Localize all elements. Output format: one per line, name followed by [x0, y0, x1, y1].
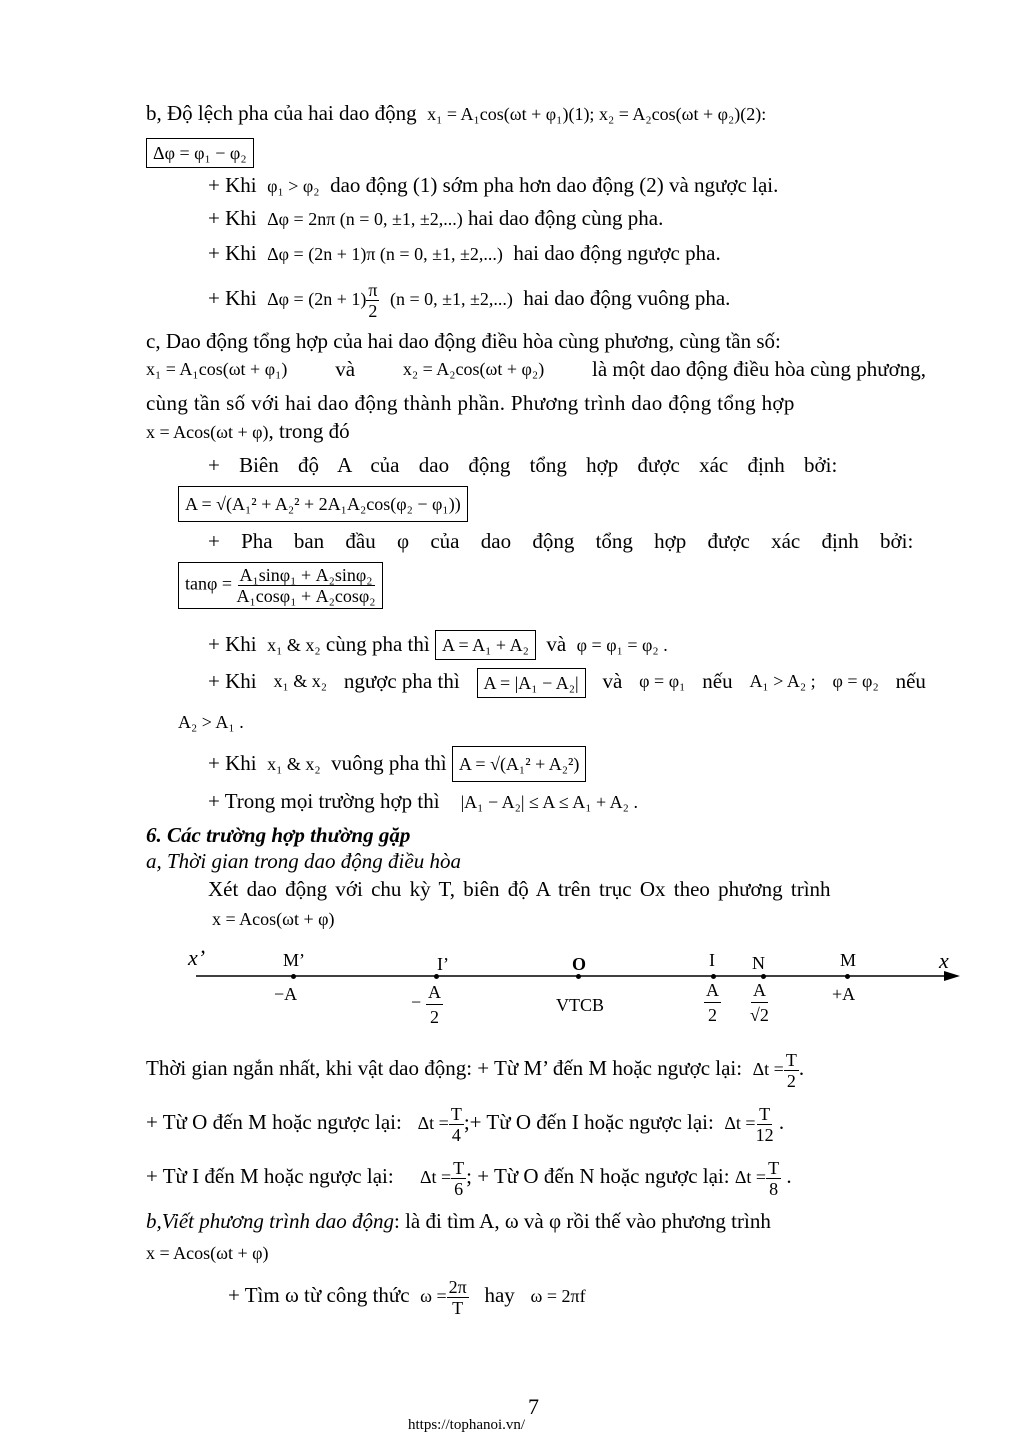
point-dot-o	[576, 974, 581, 979]
fraction-denominator: √2	[750, 1005, 769, 1025]
item-text: hai dao động cùng pha.	[467, 206, 664, 230]
fraction-denominator: 4	[451, 1124, 461, 1145]
time-text: + Từ I đến M hoặc ngược lại:	[146, 1164, 394, 1188]
point-value-sign-i-prime: −	[411, 992, 422, 1012]
time-fraction	[784, 1050, 799, 1091]
consider-line: Xét dao động với chu kỳ T, biên độ A trên trục Ox theo phương trình	[208, 877, 831, 901]
point-value-n	[750, 978, 769, 1027]
case-boxed-formula: A = A₁ + A₂	[435, 630, 536, 660]
case-math: x₁ & x₂	[273, 671, 328, 691]
fraction-numerator: T	[453, 1157, 465, 1178]
case-prefix: + Khi	[208, 751, 257, 775]
item-text: dao động (1) sớm pha hơn dao động (2) và ngược lại.	[330, 173, 779, 197]
section-6a-subheading: a, Thời gian trong dao động điều hòa	[146, 849, 461, 873]
case-math: x₁ & x₂	[267, 754, 321, 774]
section-c-text: , trong đó	[268, 419, 350, 443]
case-phase: φ = φ₁ = φ₂ .	[576, 635, 668, 655]
axis-left-label: x’	[188, 945, 206, 970]
tan-lhs: tanφ =	[185, 573, 233, 594]
fraction-numerator: T	[450, 1103, 462, 1124]
time-text: ;+ Từ O đến I hoặc ngược lại:	[463, 1110, 714, 1134]
amplitude-inequality: |A₁ − A₂| ≤ A ≤ A₁ + A₂ .	[460, 792, 638, 812]
item-prefix: + Khi	[208, 206, 257, 230]
and-word: và	[546, 632, 567, 656]
delta-t: Δt =	[419, 1167, 452, 1187]
delta-t: Δt =	[734, 1167, 767, 1187]
fraction-numerator: T	[785, 1049, 797, 1070]
or-word: hay	[484, 1283, 515, 1307]
time-fraction	[451, 1158, 466, 1199]
delta-t: Δt =	[417, 1113, 449, 1133]
write-equation-line	[146, 1208, 926, 1234]
fraction-denominator: 2	[708, 1005, 717, 1025]
fraction-denominator: 12	[755, 1124, 774, 1145]
fraction-denominator: 2	[430, 1007, 439, 1027]
find-omega-text: + Tìm ω từ công thức	[228, 1283, 410, 1307]
item-math: Δφ = (2n + 1)π (n = 0, ±1, ±2,...)	[267, 244, 503, 264]
x2-equation: x₂ = A₂cos(ωt + φ₂)	[402, 359, 545, 379]
point-dot-i-prime	[434, 974, 439, 979]
resultant-equation: x = Acos(ωt + φ)	[146, 422, 269, 442]
section-c-text: cùng tần số với hai dao động thành phần. Phương trình dao động tổng hợp	[146, 391, 795, 415]
omega-lhs: ω =	[420, 1286, 447, 1306]
item-prefix: + Khi	[208, 173, 257, 197]
point-value-o: VTCB	[556, 995, 605, 1015]
time-line-2: + Từ O đến M hoặc ngược lại: Δt = $\frac{T}{4}$ ;+ Từ O đến I hoặc ngược lại: Δt = $\frac{T}{12}$ .	[146, 1103, 785, 1145]
find-omega-line	[228, 1272, 586, 1319]
time-text: Thời gian ngắn nhất, khi vật dao động: + Từ M’ đến M hoặc ngược lại:	[146, 1056, 743, 1080]
item-prefix: + Khi	[208, 241, 257, 265]
section-6-heading: 6. Các trường hợp thường gặp	[146, 823, 411, 847]
delta-t: Δt =	[724, 1113, 756, 1133]
case-text: cùng pha thì	[325, 632, 430, 656]
fraction-numerator: T	[768, 1157, 780, 1178]
page-number: 7	[528, 1394, 539, 1419]
item-text: hai dao động vuông pha.	[523, 286, 731, 310]
delta-t: Δt =	[752, 1059, 784, 1079]
axis-right-label: x	[939, 948, 949, 973]
if-word: nếu	[702, 669, 733, 693]
tan-numerator: A₁sinφ₁ + A₂sinφ₂	[239, 565, 373, 585]
time-line-3: + Từ I đến M hoặc ngược lại: Δt = $\frac{T}{6}$ ; + Từ O đến N hoặc ngược lại: Δt = $\frac{T}{8}$ .	[146, 1157, 792, 1199]
time-text: + Từ O đến M hoặc ngược lại:	[146, 1110, 402, 1134]
case-phase: φ = φ₂	[832, 671, 879, 691]
item-math-range: (n = 0, ±1, ±2,...)	[389, 289, 513, 309]
case-boxed-formula: A = |A₁ − A₂|	[477, 668, 586, 698]
fraction-denominator: 2	[368, 300, 378, 321]
point-label-n: N	[752, 953, 765, 973]
tan-denominator: A₁cosφ₁ + A₂cosφ₂	[236, 586, 376, 606]
point-value-m: +A	[832, 984, 856, 1004]
point-label-m-prime: M’	[283, 950, 305, 970]
time-fraction	[756, 1104, 774, 1145]
omega-frequency-formula: ω = 2πf	[530, 1286, 586, 1306]
write-equation-text: : là đi tìm A, ω và φ rồi thế vào phương trình	[394, 1209, 771, 1233]
item-prefix: + Khi	[208, 286, 257, 310]
time-line-1: Thời gian ngắn nhất, khi vật dao động: + Từ M’ đến M hoặc ngược lại: Δt = $\frac{T}{2}$ .	[146, 1049, 805, 1091]
intro-text: b, Độ lệch pha của hai dao động	[146, 101, 417, 125]
time-text: ; + Từ O đến N hoặc ngược lại:	[466, 1164, 730, 1188]
point-dot-m	[845, 974, 850, 979]
case-prefix: + Khi	[208, 632, 257, 656]
point-value-m-prime: −A	[274, 984, 298, 1004]
section-c-text: là một dao động điều hòa cùng phương,	[592, 357, 926, 381]
point-label-i: I	[709, 950, 715, 970]
item-text: hai dao động ngược pha.	[513, 241, 721, 265]
footer-url[interactable]: https://tophanoi.vn/	[408, 1417, 526, 1433]
case-boxed-formula: A = √(A₁² + A₂²)	[452, 746, 587, 782]
point-value-i	[704, 978, 721, 1027]
fraction-numerator: 2π	[448, 1276, 467, 1297]
fraction-denominator: T	[452, 1297, 464, 1318]
fraction-denominator: 2	[786, 1070, 796, 1091]
phase-formula: x₁ = A₁cos(ωt + φ₁)(1); x₂ = A₂cos(ωt + φ₂)(2):	[427, 104, 767, 124]
boxed-formula: Δφ = φ₁ − φ₂	[146, 138, 254, 168]
case-text: + Trong mọi trường hợp thì	[208, 789, 440, 813]
fraction-denominator: 8	[769, 1178, 779, 1199]
fraction-denominator: 6	[454, 1178, 464, 1199]
fraction-numerator: π	[368, 279, 378, 300]
write-equation-heading: b,Viết phương trình dao động	[146, 1209, 395, 1233]
point-label-i-prime: I’	[437, 954, 449, 974]
item-math: Δφ = (2n + 1)	[267, 289, 367, 309]
time-fraction	[766, 1158, 781, 1199]
case-phase: φ = φ₁	[639, 671, 686, 691]
point-value-i-prime	[426, 980, 443, 1029]
x1-equation: x₁ = A₁cos(ωt + φ₁)	[146, 359, 288, 379]
item-math: Δφ = 2nπ (n = 0, ±1, ±2,...)	[267, 209, 463, 229]
fraction-numerator: A	[704, 978, 721, 1003]
case-prefix: + Khi	[208, 669, 257, 693]
amplitude-text: + Biên độ A của dao động tổng hợp được xác định bởi:	[208, 453, 838, 477]
and-word: và	[335, 357, 356, 381]
section-c-text: c, Dao động tổng hợp của hai dao động điều hòa cùng phương, cùng tần số:	[146, 329, 781, 353]
case-text: ngược pha thì	[343, 669, 460, 693]
fraction-numerator: A	[751, 978, 768, 1003]
amplitude-formula: A = √(A₁² + A₂² + 2A₁A₂cos(φ₂ − φ₁))	[178, 486, 468, 522]
write-equation-formula: x = Acos(ωt + φ)	[146, 1243, 269, 1263]
and-word: và	[602, 669, 623, 693]
oscillation-equation: x = Acos(ωt + φ)	[212, 909, 335, 929]
fraction-numerator: T	[759, 1103, 771, 1124]
point-label-m: M	[840, 950, 857, 970]
phase-text: + Pha ban đầu φ của dao động tổng hợp được xác định bởi:	[208, 529, 914, 553]
case-condition: A₁ > A₂ ;	[749, 671, 816, 691]
case-condition: A₂ > A₁ .	[178, 712, 244, 732]
case-math: x₁ & x₂	[267, 635, 321, 655]
case-text: vuông pha thì	[331, 751, 447, 775]
if-word: nếu	[895, 669, 926, 693]
point-label-o: O	[572, 954, 587, 974]
time-fraction	[449, 1104, 464, 1145]
point-dot-m-prime	[291, 974, 296, 979]
item-math: φ₁ > φ₂	[267, 176, 320, 196]
fraction-numerator: A	[426, 980, 443, 1005]
omega-fraction	[447, 1277, 469, 1318]
